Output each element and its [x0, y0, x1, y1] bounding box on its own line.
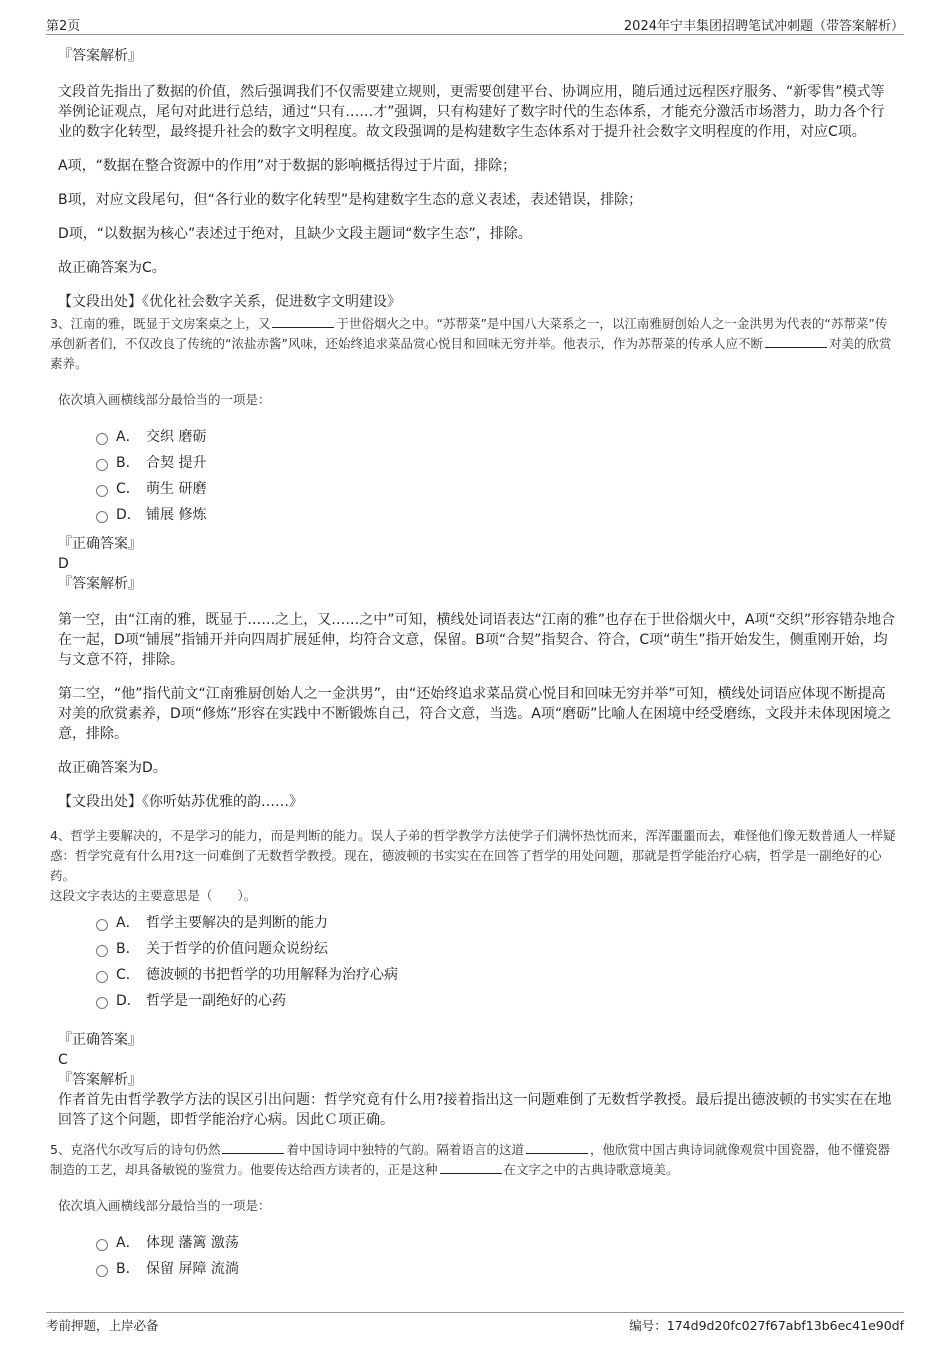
- q4-analysis-title: 『答案解析』: [58, 1072, 142, 1088]
- q3-stem-part3: 对美的欣赏素养。: [50, 336, 892, 371]
- q5-stem-part2: 着中国诗词中独特的气韵。隔着语言的这道: [286, 1142, 524, 1157]
- q4-options: [96, 910, 898, 1014]
- q3-analysis-title: 『答案解析』: [58, 576, 142, 592]
- q5-prompt: 依次填入画横线部分最恰当的一项是：: [58, 1198, 271, 1213]
- radio-icon[interactable]: [96, 1265, 108, 1277]
- q5-option-a[interactable]: A． 体现 藩篱 激荡: [96, 1230, 898, 1256]
- q2-analysis-title: 『答案解析』: [58, 48, 142, 64]
- radio-icon[interactable]: [96, 945, 108, 957]
- radio-icon[interactable]: [96, 1239, 108, 1251]
- document-title: 2024年宁丰集团招聘笔试冲刺题（带答案解析）: [623, 19, 904, 34]
- radio-icon[interactable]: [96, 511, 108, 523]
- q5-blank-1: [222, 1141, 284, 1154]
- q2-source: 【文段出处】《优化社会数字关系，促进数字文明建设》: [58, 294, 401, 310]
- radio-icon[interactable]: [96, 971, 108, 983]
- q2-conclusion: 故正确答案为C。: [58, 260, 166, 276]
- q4-option-b[interactable]: B． 关于哲学的价值问题众说纷纭: [96, 936, 898, 962]
- q3-source: 【文段出处】《你听姑苏优雅的韵……》: [58, 794, 303, 810]
- radio-icon[interactable]: [96, 459, 108, 471]
- q4-analysis-p1: 作者首先由哲学教学方法的误区引出问题：哲学究竟有什么用?接着指出这一问题难倒了无数哲学教授。最后提出德波顿的书实实在在地回答了这个问题，即哲学能治疗心病。因此Ｃ项正确。: [58, 1092, 892, 1128]
- q3-options: [96, 424, 898, 528]
- q3-blank-1: [272, 315, 334, 328]
- radio-icon[interactable]: [96, 485, 108, 497]
- radio-icon[interactable]: [96, 997, 108, 1009]
- q4-answer: C: [58, 1052, 68, 1068]
- q3-blank-2: [765, 335, 827, 348]
- q2-analysis-b: B项，对应文段尾句，但“各行业的数字化转型”是构建数字生态的意义表述，表述错误，排除；: [58, 192, 643, 208]
- q4-option-a[interactable]: A． 哲学主要解决的是判断的能力: [96, 910, 898, 936]
- q3-stem: [50, 314, 898, 374]
- q2-analysis-a: A项，“数据在整合资源中的作用”对于数据的影响概括得过于片面，排除；: [58, 158, 517, 174]
- q3-answer: D: [58, 556, 69, 572]
- q4-option-c[interactable]: C． 德波顿的书把哲学的功用解释为治疗心病: [96, 962, 898, 988]
- q4-answer-title: 『正确答案』: [58, 1032, 142, 1048]
- q5-option-b[interactable]: B． 保留 屏障 流淌: [96, 1256, 898, 1282]
- radio-icon[interactable]: [96, 919, 108, 931]
- q2-analysis-d: D项，“以数据为核心”表述过于绝对，且缺少文段主题词“数字生态”，排除。: [58, 226, 532, 242]
- q3-stem-part2: 于世俗烟火之中。“苏帮菜”是中国八大菜系之一，以江南雅厨创始人之一金洪男为代表的“苏帮菜”传承创新者们，不仅改良了传统的“浓盐赤酱”风味，还始终追求菜品赏心悦目和回味无穷并举。他表示，作为苏帮菜的传承人应不断: [50, 316, 888, 351]
- q3-option-d[interactable]: D． 铺展 修炼: [96, 502, 898, 528]
- q3-stem-part1: 3、江南的雅，既显于文房案桌之上，又: [50, 316, 271, 331]
- q3-option-a[interactable]: A． 交织 磨砺: [96, 424, 898, 450]
- q3-prompt: 依次填入画横线部分最恰当的一项是：: [58, 392, 271, 407]
- q3-analysis-p1: 第一空，由“江南的雅，既显于……之上，又……之中”可知，横线处词语表达“江南的雅”也存在于世俗烟火中，A项“交织”形容错杂地合在一起，D项“铺展”指铺开并向四周扩展延伸，均符合文意，保留。B项“合契”指契合、符合，C项“萌生”指开始发生，侧重刚开始，均与文意不符，排除。: [58, 612, 896, 668]
- page-header: [46, 12, 904, 35]
- q5-stem: [50, 1140, 898, 1180]
- footer-serial: 编号：174d9d20fc027f67abf13b6ec41e90df: [629, 1318, 904, 1333]
- q5-options: [96, 1230, 898, 1282]
- page-number: 第2页: [46, 19, 81, 34]
- q3-answer-title: 『正确答案』: [58, 536, 142, 552]
- page-content: [50, 46, 898, 1288]
- q5-blank-2: [526, 1141, 588, 1154]
- q4-option-d[interactable]: D． 哲学是一副绝好的心药: [96, 988, 898, 1014]
- q5-stem-part1: 5、克洛代尔改写后的诗句仍然: [50, 1142, 221, 1157]
- q5-stem-part4: 在文字之中的古典诗歌意境美。: [503, 1162, 679, 1177]
- q2-analysis-p1: 文段首先指出了数据的价值，然后强调我们不仅需要建立规则，更需要创建平台、协调应用，随后通过远程医疗服务、“新零售”模式等举例论证观点，尾句对此进行总结，通过“只有……才”强调，只有构建好了数字时代的生态体系，才能充分激活市场潜力，助力各个行业的数字化转型，最终提升社会的数字文明程度。故文段强调的是构建数字生态体系对于提升社会数字文明程度的作用，对应C项。: [58, 84, 885, 140]
- q4-prompt: 这段文字表达的主要意思是（ ）。: [50, 888, 257, 903]
- page-footer: [46, 1312, 904, 1333]
- q3-conclusion: 故正确答案为D。: [58, 760, 167, 776]
- footer-slogan: 考前押题，上岸必备: [46, 1318, 159, 1333]
- q3-analysis-p2: 第二空，“他”指代前文“江南雅厨创始人之一金洪男”，由“还始终追求菜品赏心悦目和回味无穷并举”可知，横线处词语应体现不断提高对美的欣赏素养，D项“修炼”形容在实践中不断锻炼自己，符合文意，当选。A项“磨砺”比喻人在困境中经受磨练，文段并未体现困境之意，排除。: [58, 686, 892, 742]
- q3-option-b[interactable]: B． 合契 提升: [96, 450, 898, 476]
- q5-blank-3: [440, 1161, 502, 1174]
- q5-stem-part3: ，他欣赏中国古典诗词就像观赏中国瓷器，他不懂瓷器制造的工艺，却具备敏锐的鉴赏力。他要传达给西方读者的，正是这种: [50, 1142, 890, 1177]
- q3-option-c[interactable]: C． 萌生 研磨: [96, 476, 898, 502]
- radio-icon[interactable]: [96, 433, 108, 445]
- q4-stem: 4、哲学主要解决的，不是学习的能力，而是判断的能力。误人子弟的哲学教学方法使学子们满怀热忱而来，浑浑噩噩而去，难怪他们像无数普通人一样疑惑：哲学究竟有什么用?这一问难倒了无数哲学教授。现在，德波顿的书实实在在回答了哲学的用处问题，那就是哲学能治疗心病，哲学是一副绝好的心药。: [50, 828, 896, 883]
